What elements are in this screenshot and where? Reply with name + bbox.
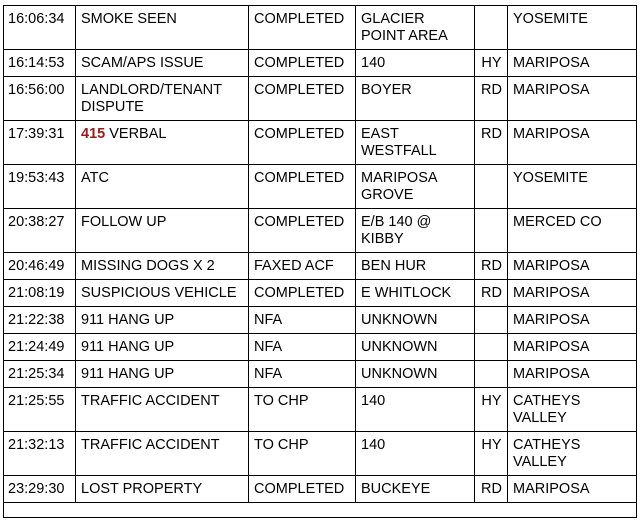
table-row [4,77,637,121]
call-location: BUCKEYE [356,476,475,503]
call-type-text: TRAFFIC ACCIDENT [81,393,220,409]
call-status: NFA [249,307,356,334]
call-status: TO CHP [249,388,356,432]
call-street-type: RD [475,77,508,121]
call-type [76,209,249,253]
call-status: COMPLETED [249,165,356,209]
call-time: 20:46:49 [4,253,76,280]
call-location: UNKNOWN [356,307,475,334]
table-row [4,280,637,307]
call-street-type [475,165,508,209]
call-city: MARIPOSA [508,121,637,165]
call-city: MARIPOSA [508,253,637,280]
call-street-type: RD [475,121,508,165]
table-row [4,476,637,503]
table-row [4,307,637,334]
table-row [4,209,637,253]
call-city: YOSEMITE [508,165,637,209]
call-city: MARIPOSA [508,334,637,361]
call-street-type: RD [475,280,508,307]
call-type [76,361,249,388]
table-row [4,6,637,50]
call-status: COMPLETED [249,77,356,121]
table-row [4,334,637,361]
call-street-type [475,6,508,50]
call-time: 21:24:49 [4,334,76,361]
call-status: COMPLETED [249,121,356,165]
call-status: COMPLETED [249,280,356,307]
call-street-type: HY [475,388,508,432]
call-type [76,307,249,334]
call-city: MARIPOSA [508,361,637,388]
call-time: 21:08:19 [4,280,76,307]
call-status: FAXED ACF [249,253,356,280]
call-type-text: ATC [81,170,109,186]
table-row [4,253,637,280]
call-street-type: RD [475,476,508,503]
call-status: COMPLETED [249,476,356,503]
call-type-text: SMOKE SEEN [81,11,177,27]
call-street-type: HY [475,50,508,77]
call-city: CATHEYS VALLEY [508,388,637,432]
call-location: 140 [356,432,475,476]
call-street-type: RD [475,253,508,280]
call-status: COMPLETED [249,209,356,253]
call-type [76,388,249,432]
call-log-table [3,5,637,518]
call-status: NFA [249,334,356,361]
call-status: COMPLETED [249,50,356,77]
call-type [76,280,249,307]
call-city: MARIPOSA [508,50,637,77]
call-type-text: FOLLOW UP [81,214,167,230]
table-row-empty [4,503,637,518]
call-time: 20:38:27 [4,209,76,253]
call-type-text: SCAM/APS ISSUE [81,55,204,71]
call-status: NFA [249,361,356,388]
call-type-text: 911 HANG UP [81,312,175,328]
call-time: 21:25:34 [4,361,76,388]
call-location: UNKNOWN [356,334,475,361]
call-time: 16:14:53 [4,50,76,77]
call-city: MERCED CO [508,209,637,253]
call-type-text: VERBAL [105,126,167,142]
call-type [76,77,249,121]
call-type-text: LANDLORD/TENANT DISPUTE [81,82,222,115]
call-type [76,253,249,280]
call-street-type [475,307,508,334]
call-city: MARIPOSA [508,280,637,307]
table-row [4,165,637,209]
call-type-text: 911 HANG UP [81,366,175,382]
call-city: MARIPOSA [508,307,637,334]
call-type [76,165,249,209]
call-street-type [475,361,508,388]
call-time: 16:56:00 [4,77,76,121]
table-row [4,432,637,476]
call-location: BOYER [356,77,475,121]
call-location: E WHITLOCK [356,280,475,307]
empty-cell [4,503,637,518]
call-type [76,334,249,361]
call-time: 21:32:13 [4,432,76,476]
call-type-text: MISSING DOGS X 2 [81,258,215,274]
call-street-type [475,209,508,253]
call-city: CATHEYS VALLEY [508,432,637,476]
call-location: E/B 140 @ KIBBY [356,209,475,253]
call-time: 19:53:43 [4,165,76,209]
call-location: 140 [356,388,475,432]
call-type-text: SUSPICIOUS VEHICLE [81,285,237,301]
call-location: GLACIER POINT AREA [356,6,475,50]
call-location: 140 [356,50,475,77]
call-location: UNKNOWN [356,361,475,388]
table-row [4,50,637,77]
call-log-body [4,6,637,518]
table-row [4,361,637,388]
call-type-text: LOST PROPERTY [81,481,203,497]
table-row [4,388,637,432]
call-time: 21:22:38 [4,307,76,334]
call-type [76,476,249,503]
call-city: YOSEMITE [508,6,637,50]
call-type [76,50,249,77]
call-location: MARIPOSA GROVE [356,165,475,209]
call-street-type: HY [475,432,508,476]
call-street-type [475,334,508,361]
call-type [76,6,249,50]
call-time: 23:29:30 [4,476,76,503]
call-city: MARIPOSA [508,77,637,121]
call-time: 17:39:31 [4,121,76,165]
call-time: 16:06:34 [4,6,76,50]
call-city: MARIPOSA [508,476,637,503]
call-type [76,432,249,476]
call-location: EAST WESTFALL [356,121,475,165]
call-status: COMPLETED [249,6,356,50]
call-status: TO CHP [249,432,356,476]
call-type-text: TRAFFIC ACCIDENT [81,437,220,453]
table-row [4,121,637,165]
call-time: 21:25:55 [4,388,76,432]
call-location: BEN HUR [356,253,475,280]
call-type [76,121,249,165]
call-code: 415 [81,126,106,142]
call-type-text: 911 HANG UP [81,339,175,355]
